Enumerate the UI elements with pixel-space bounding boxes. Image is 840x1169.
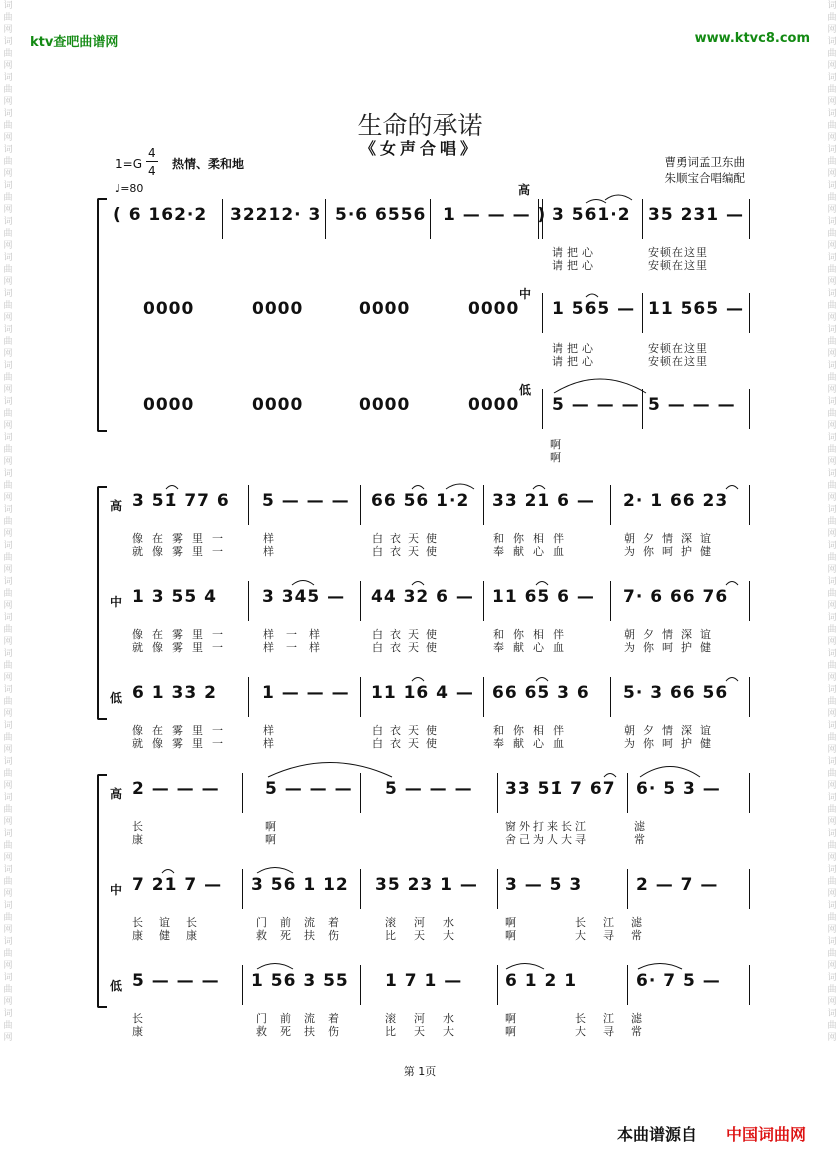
s3-lm2-3: 比天大 (385, 929, 472, 942)
slur (726, 582, 738, 586)
s3-lh2-4: 舍己为人大寻 (505, 833, 589, 846)
s2-high-m4: 33 21 6 — (492, 491, 595, 511)
side-watermark-left: 词曲网词曲网词曲网词曲网词曲网词曲网词曲网词曲网词曲网词曲网词曲网词曲网词曲网词曲网词曲网词曲网词曲网词曲网词曲网词曲网词曲网词曲网词曲网词曲网词曲网词曲网词曲网词曲网词曲网 (3, 1, 13, 1043)
s3-ll2-4: 啊 (505, 1025, 520, 1038)
slur (586, 200, 606, 204)
slur (412, 678, 424, 682)
slur (162, 870, 174, 874)
slur (554, 379, 646, 393)
s2-lh-1: 像在雾里一 (132, 532, 232, 545)
side-watermark-right: 词曲网词曲网词曲网词曲网词曲网词曲网词曲网词曲网词曲网词曲网词曲网词曲网词曲网词曲网词曲网词曲网词曲网词曲网词曲网词曲网词曲网词曲网词曲网词曲网词曲网词曲网词曲网词曲网词曲网 (827, 1, 837, 1043)
s2-lh-3: 白衣天使 (372, 532, 444, 545)
slur (412, 582, 424, 586)
song-subtitle: 《女声合唱》 (359, 139, 480, 158)
s2-ll-3: 白衣天使 (372, 724, 444, 737)
s2-low-m1: 6 1 33 2 (132, 683, 217, 703)
s1-low-m1: 0000 (143, 395, 195, 415)
s1-lyr-mid-1: 请把心 (552, 342, 597, 355)
s2-lh2-3: 白衣天使 (372, 545, 444, 558)
s1-lyr-mid-3: 安顿在这里 (648, 342, 708, 355)
key-signature: 1=G (115, 157, 142, 171)
song-title: 生命的承诺 (357, 111, 483, 140)
slur (726, 486, 738, 490)
time-sig-bottom: 4 (148, 164, 156, 178)
s3-mid-m5: 2 — 7 — (636, 875, 719, 895)
s1-mid-m4: 0000 (468, 299, 520, 319)
system3-label-low: 低 (110, 979, 123, 993)
s3-ll-5: 长江滤 (575, 1012, 659, 1025)
slur (257, 868, 293, 874)
s3-high-m1: 2 — — — (132, 779, 220, 799)
system3-label-mid: 中 (110, 883, 123, 897)
s1-lyr-high-1: 请把心 (552, 246, 597, 259)
slur (506, 964, 544, 970)
s2-lh-2: 样 (263, 532, 278, 545)
slur (726, 678, 738, 682)
s3-ll2-3: 比天大 (385, 1025, 472, 1038)
header-site-right[interactable]: www.ktvc8.com (694, 31, 810, 46)
s2-lh-4: 和你相伴 (493, 532, 573, 545)
credits-composer: 曹勇词孟卫东曲 (664, 155, 745, 169)
slur (605, 195, 632, 200)
s2-ll-1: 像在雾里一 (132, 724, 232, 737)
system2-label-mid: 中 (110, 595, 123, 609)
s1-high-m2: 32212· 3 (230, 205, 322, 225)
s1-low-m3: 0000 (359, 395, 411, 415)
tempo-mark: ♩=80 (115, 182, 144, 195)
s3-mid-m2: 3 56 1 12 (251, 875, 349, 895)
s3-lm2-5: 大寻常 (575, 929, 659, 942)
expression-mark: 热情、柔和地 (172, 157, 245, 171)
s3-mid-m3: 35 23 1 — (375, 875, 478, 895)
s2-ll-4: 和你相伴 (493, 724, 573, 737)
s1-low-m5: 5 — — — (552, 395, 640, 415)
s2-ll2-1: 就像雾里一 (132, 737, 232, 750)
s1-mid-m2: 0000 (252, 299, 304, 319)
s3-low-m1: 5 — — — (132, 971, 220, 991)
s2-lm-3: 白衣天使 (372, 628, 444, 641)
s3-lh2-2: 啊 (265, 833, 280, 846)
slur (292, 581, 314, 586)
system2-label-high: 高 (110, 499, 123, 513)
s3-lh2-1: 康 (132, 833, 147, 846)
s2-low-m4: 66 65 3 6 (492, 683, 590, 703)
s3-ll-2: 门前流着 (256, 1012, 352, 1025)
slur (586, 294, 598, 297)
s2-ll-5: 朝夕情深谊 (624, 724, 719, 737)
slur (257, 964, 293, 970)
s1-lyr-high-4: 安顿在这里 (648, 259, 708, 272)
s2-ll-2: 样 (263, 724, 278, 737)
s1-high-m6: 35 231 — (648, 205, 744, 225)
slur (412, 486, 424, 490)
slur (638, 964, 682, 970)
system3-label-high: 高 (110, 787, 123, 801)
s2-mid-m5: 7· 6 66 76 (623, 587, 729, 607)
s2-lm2-3: 白衣天使 (372, 641, 444, 654)
s3-lh-5: 滤 (634, 820, 649, 833)
s2-lm2-4: 奉献心血 (493, 641, 573, 654)
s1-mid-m6: 11 565 — (648, 299, 744, 319)
s2-ll2-5: 为你呵护健 (624, 737, 719, 750)
slur (536, 582, 548, 586)
s1-mid-m3: 0000 (359, 299, 411, 319)
system2-label-low: 低 (110, 691, 123, 705)
s2-lm2-5: 为你呵护健 (624, 641, 719, 654)
s2-lm-1: 像在雾里一 (132, 628, 232, 641)
s3-ll-1: 长 (132, 1012, 147, 1025)
s2-lm2-2: 样一样 (263, 641, 332, 654)
s2-high-m5: 2· 1 66 23 (623, 491, 729, 511)
s2-ll2-3: 白衣天使 (372, 737, 444, 750)
s3-ll2-2: 救死扶伤 (256, 1025, 352, 1038)
s1-lyr-mid-2: 请把心 (552, 355, 597, 368)
s1-low-m6: 5 — — — (648, 395, 736, 415)
s3-lm-4: 啊 (505, 916, 520, 929)
s1-lyr-low-2: 啊 (550, 451, 565, 464)
s3-lm2-1: 康健康 (132, 929, 213, 942)
s2-mid-m4: 11 65 6 — (492, 587, 595, 607)
s1-mid-m5: 1 565 — (552, 299, 636, 319)
s3-low-m2: 1 56 3 55 (251, 971, 349, 991)
source-site-link[interactable]: 中国词曲网 (725, 1125, 806, 1144)
slur (446, 484, 474, 489)
s1-lyr-high-3: 安顿在这里 (648, 246, 708, 259)
s1-high-m3: 5·6 6556 (335, 205, 427, 225)
s2-mid-m2: 3 345 — (262, 587, 346, 607)
s1-high-m4: 1 — — — ) (443, 205, 547, 225)
s3-lh-2: 啊 (265, 820, 280, 833)
s3-lm-5: 长江滤 (575, 916, 659, 929)
s3-high-m3: 5 — — — (385, 779, 473, 799)
source-label: 本曲谱源自 (616, 1125, 697, 1144)
s2-lh-5: 朝夕情深谊 (624, 532, 719, 545)
s3-low-m5: 6· 7 5 — (636, 971, 721, 991)
s2-lm2-1: 就像雾里一 (132, 641, 232, 654)
s3-mid-m1: 7 21 7 — (132, 875, 223, 895)
s2-low-m5: 5· 3 66 56 (623, 683, 729, 703)
s3-lm2-4: 啊 (505, 929, 520, 942)
s3-ll2-1: 康 (132, 1025, 147, 1038)
s2-low-m3: 11 16 4 — (371, 683, 474, 703)
slur (640, 767, 700, 778)
s2-lh2-5: 为你呵护健 (624, 545, 719, 558)
s1-low-m4: 0000 (468, 395, 520, 415)
s2-high-m2: 5 — — — (262, 491, 350, 511)
s2-ll2-4: 奉献心血 (493, 737, 573, 750)
s1-lyr-low-1: 啊 (550, 438, 565, 451)
s3-lh2-5: 常 (634, 833, 649, 846)
s2-high-m3: 66 56 1·2 (371, 491, 470, 511)
s3-high-m4: 33 51̇ 7 67 (505, 779, 616, 799)
s1-high-m5: 3 561·2 (552, 205, 631, 225)
s3-ll2-5: 大寻常 (575, 1025, 659, 1038)
s1-high-m1: ( 6 162·2 (113, 205, 208, 225)
s1-lyr-mid-4: 安顿在这里 (648, 355, 708, 368)
slur (166, 486, 178, 490)
s2-ll2-2: 样 (263, 737, 278, 750)
s3-high-m5: 6· 5 3 — (636, 779, 721, 799)
s3-lm-3: 滚河水 (385, 916, 472, 929)
s3-low-m3: 1 7 1 — (385, 971, 463, 991)
slur (604, 774, 616, 778)
s3-ll-3: 滚河水 (385, 1012, 472, 1025)
slur (533, 486, 545, 490)
s2-mid-m3: 44 32 6 — (371, 587, 474, 607)
s1-mid-m1: 0000 (143, 299, 195, 319)
s2-lm-4: 和你相伴 (493, 628, 573, 641)
s3-low-m4: 6 1 2 1 (505, 971, 578, 991)
header-site-left[interactable]: ktv查吧曲谱网 (30, 35, 119, 50)
s2-lm-2: 样一样 (263, 628, 332, 641)
page-number: 第 1页 (403, 1065, 437, 1078)
s3-lm-2: 门前流着 (256, 916, 352, 929)
system1-label-mid: 中 (519, 287, 532, 301)
s3-ll-4: 啊 (505, 1012, 520, 1025)
s2-low-m2: 1 — — — (262, 683, 350, 703)
s2-lh2-2: 样 (263, 545, 278, 558)
s3-mid-m4: 3 — 5 3 (505, 875, 583, 895)
s3-high-m2: 5 — — — (265, 779, 353, 799)
slur (536, 678, 548, 682)
s1-lyr-high-2: 请把心 (552, 259, 597, 272)
system1-label-high: 高 (518, 183, 531, 197)
s1-low-m2: 0000 (252, 395, 304, 415)
s2-high-m1: 3 51̇ 77 6 (132, 491, 230, 511)
s2-lm-5: 朝夕情深谊 (624, 628, 719, 641)
s3-lh-4: 窗外打来长江 (505, 820, 589, 833)
slur (268, 763, 392, 778)
credits-arranger: 朱顺宝合唱编配 (664, 171, 745, 185)
s2-lh2-1: 就像雾里一 (132, 545, 232, 558)
system1-label-low: 低 (519, 383, 532, 397)
s3-lm-1: 长谊长 (132, 916, 213, 929)
s3-lh-1: 长 (132, 820, 147, 833)
s3-lm2-2: 救死扶伤 (256, 929, 352, 942)
s2-lh2-4: 奉献心血 (493, 545, 573, 558)
s2-mid-m1: 1 3 55 4 (132, 587, 217, 607)
time-sig-top: 4 (148, 146, 156, 160)
